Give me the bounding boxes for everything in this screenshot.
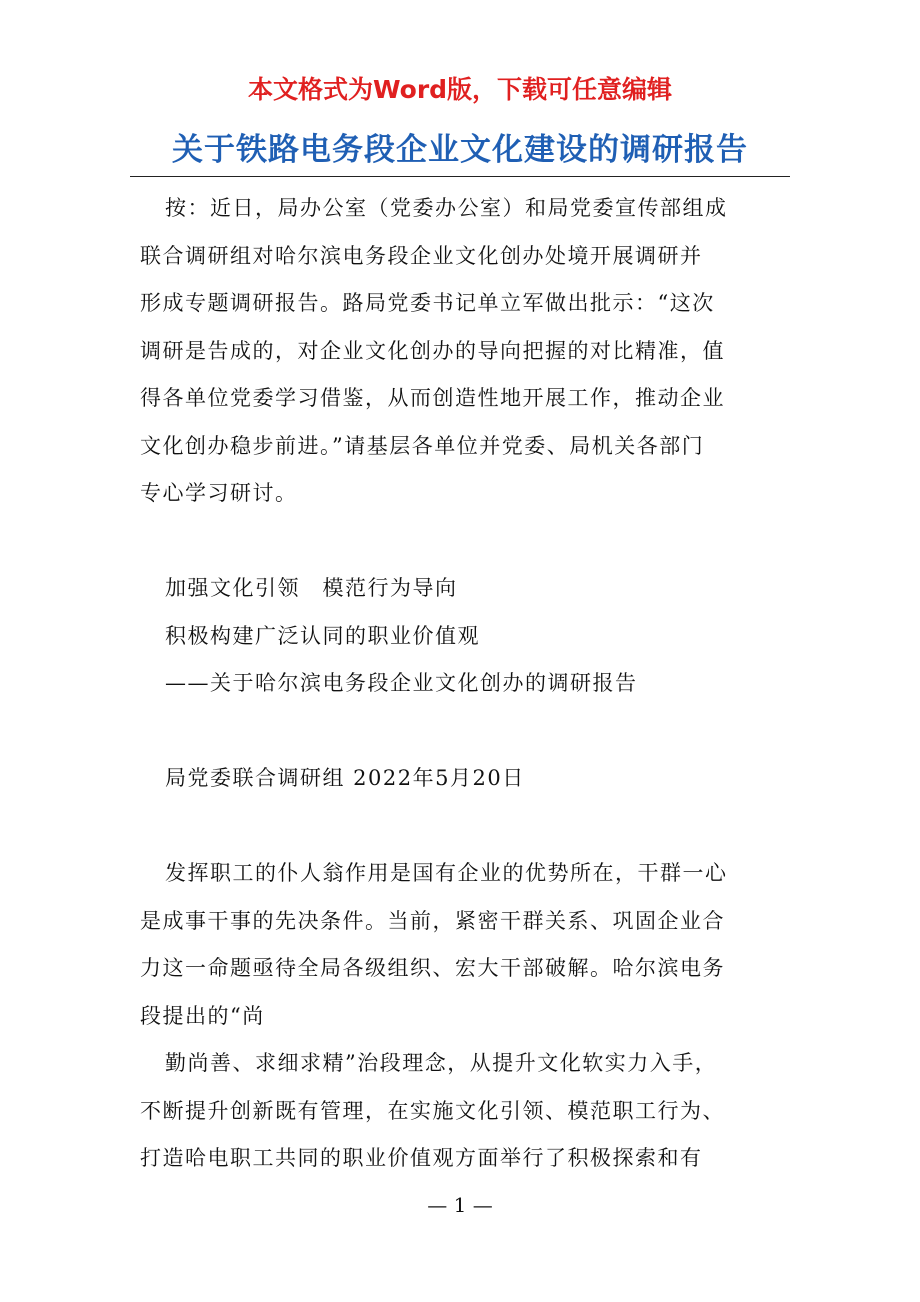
download-banner: 本文格式为Word版，下载可任意编辑 <box>247 75 673 104</box>
title-divider <box>130 176 790 177</box>
report-heading-line2: 积极构建广泛认同的职业价值观 <box>165 623 480 648</box>
note-line: 按：近日，局办公室（党委办公室）和局党委宣传部组成 <box>165 196 728 220</box>
document-body <box>140 185 780 1183</box>
note-line: 形成专题调研报告。路局党委书记单立军做出批示：“这次 <box>140 291 715 315</box>
spacer <box>140 518 780 566</box>
note-line: 得各单位党委学习借鉴，从而创造性地开展工作，推动企业 <box>140 386 725 410</box>
para1-line: 段提出的“尚 <box>140 1003 265 1028</box>
para2-line: 不断提升创新既有管理，在实施文化引领、模范职工行为、 <box>140 1098 725 1123</box>
document-title: 关于铁路电务段企业文化建设的调研报告 <box>172 132 748 168</box>
page-number: — 1 — <box>427 1193 493 1217</box>
report-heading-line3: ——关于哈尔滨电务段企业文化创办的调研报告 <box>165 671 638 695</box>
note-line: 文化创办稳步前进。”请基层各单位并党委、局机关各部门 <box>140 433 705 458</box>
note-line: 调研是告成的，对企业文化创办的导向把握的对比精准，值 <box>140 338 725 363</box>
spacer <box>140 803 780 851</box>
report-heading-line1: 加强文化引领 模范行为导向 <box>165 576 458 600</box>
para1-line: 力这一命题亟待全局各级组织、宏大干部破解。哈尔滨电务 <box>140 956 725 980</box>
para1-line: 发挥职工的仆人翁作用是国有企业的优势所在，干群一心 <box>165 861 728 885</box>
note-line: 专心学习研讨。 <box>140 481 298 505</box>
para1-line: 是成事干事的先决条件。当前，紧密干群关系、巩固企业合 <box>140 908 725 933</box>
para2-line: 打造哈电职工共同的职业价值观方面举行了积极探索和有 <box>140 1146 703 1170</box>
spacer <box>140 708 780 756</box>
para2-line: 勤尚善、求细求精”治段理念，从提升文化软实力入手， <box>165 1051 718 1075</box>
byline: 局党委联合调研组 2022年5月20日 <box>165 766 525 790</box>
note-line: 联合调研组对哈尔滨电务段企业文化创办处境开展调研并 <box>140 243 703 268</box>
